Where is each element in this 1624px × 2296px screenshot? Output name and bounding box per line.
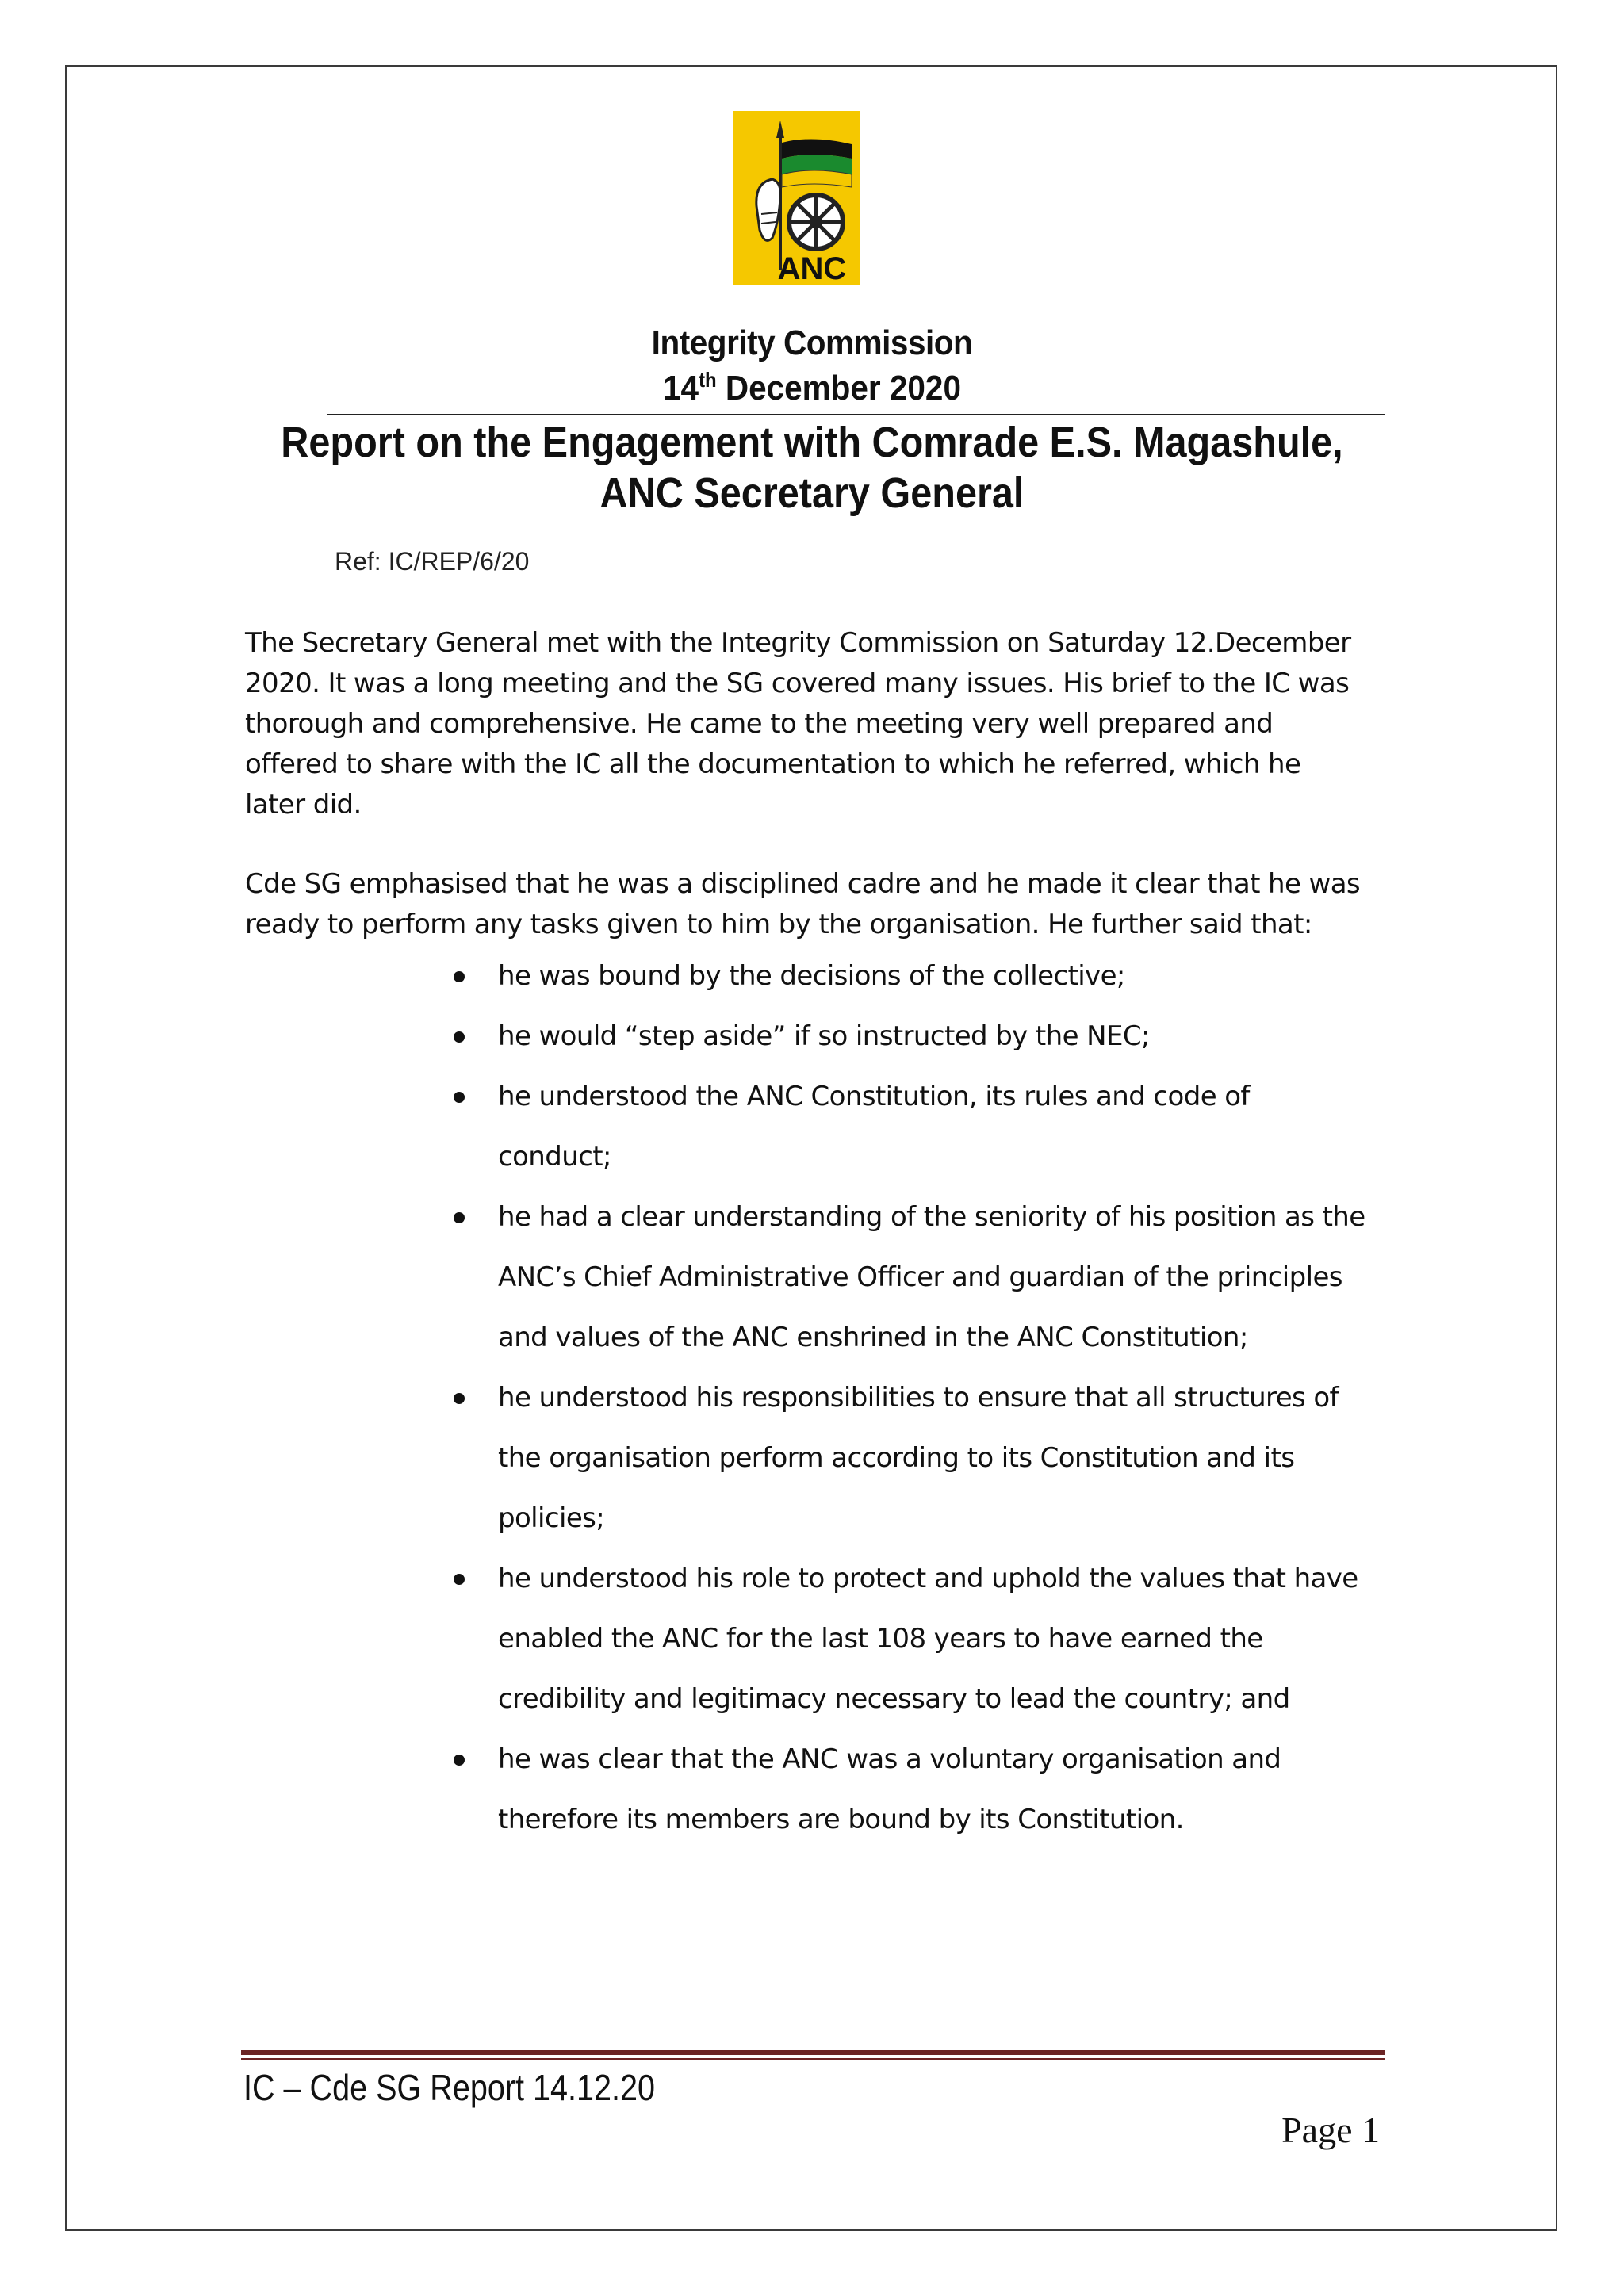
list-item-text: he was bound by the decisions of the collective; <box>498 960 1125 992</box>
bullet-icon <box>454 1574 465 1585</box>
list-item-text: enabled the ANC for the last 108 years to have earned the <box>498 1623 1263 1655</box>
list-item-text: he would “step aside” if so instructed by the NEC; <box>498 1020 1150 1052</box>
paragraph-line: offered to share with the IC all the documentation to which he referred, which he <box>245 748 1301 780</box>
paragraph-line: Cde SG emphasised that he was a disciplined cadre and he made it clear that he was <box>245 868 1361 900</box>
list-item <box>444 1066 1396 1187</box>
reference-number: Ref: IC/REP/6/20 <box>335 547 530 576</box>
date-suffix: th <box>699 368 717 392</box>
paragraph-line: ready to perform any tasks given to him by the organisation. He further said that: <box>245 909 1312 940</box>
report-title <box>81 417 1542 519</box>
date-day: 14 <box>663 369 699 408</box>
bullet-icon <box>454 1092 465 1103</box>
list-item <box>444 946 1396 1006</box>
report-title-line-2: ANC Secretary General <box>599 469 1025 517</box>
list-item <box>444 1368 1396 1548</box>
list-item <box>444 1548 1396 1729</box>
list-item-text: he had a clear understanding of the seniority of his position as the <box>498 1201 1365 1233</box>
list-item <box>444 1187 1396 1368</box>
title-divider <box>327 414 1385 415</box>
footer-divider-thin <box>241 2058 1385 2060</box>
paragraph-line: thorough and comprehensive. He came to the meeting very well prepared and <box>245 708 1274 740</box>
list-item <box>444 1006 1396 1066</box>
logo-text: ANC <box>777 251 847 285</box>
bullet-icon <box>454 971 465 982</box>
list-item-text: conduct; <box>498 1141 611 1173</box>
report-date <box>65 368 1559 408</box>
paragraph-line: The Secretary General met with the Integrity Commission on Saturday 12.December <box>245 627 1351 659</box>
bullet-icon <box>454 1755 465 1766</box>
organisation-title: Integrity Commission <box>651 323 973 362</box>
list-item-text: policies; <box>498 1502 605 1534</box>
list-item-text: the organisation perform according to its Constitution and its <box>498 1442 1295 1474</box>
list-item-text: he understood the ANC Constitution, its rules and code of <box>498 1081 1250 1112</box>
list-item-text: he understood his role to protect and uphold the values that have <box>498 1563 1358 1594</box>
bullet-icon <box>454 1212 465 1223</box>
footer-document-label: IC – Cde SG Report 14.12.20 <box>243 2067 655 2108</box>
list-item-text: he understood his responsibilities to ensure that all structures of <box>498 1382 1339 1414</box>
list-item-text: therefore its members are bound by its Constitution. <box>498 1804 1184 1835</box>
bullet-icon <box>454 1393 465 1404</box>
paragraph-line: 2020. It was a long meeting and the SG covered many issues. His brief to the IC was <box>245 668 1350 699</box>
footer-divider-thick <box>241 2050 1385 2055</box>
paragraph-line: later did. <box>245 789 362 821</box>
list-item-text: credibility and legitimacy necessary to lead the country; and <box>498 1683 1290 1715</box>
date-rest: December 2020 <box>716 369 961 408</box>
list-item-text: ANC’s Chief Administrative Officer and guardian of the principles <box>498 1261 1342 1293</box>
list-item-text: and values of the ANC enshrined in the ANC Constitution; <box>498 1322 1248 1353</box>
paragraph-1 <box>245 623 1387 825</box>
report-title-line-1: Report on the Engagement with Comrade E.S. Magashule, <box>281 419 1343 466</box>
bullet-icon <box>454 1031 465 1043</box>
commitments-list <box>444 946 1396 1850</box>
page-number: Page 1 <box>1281 2110 1380 2150</box>
list-item-text: he was clear that the ANC was a voluntary organisation and <box>498 1743 1281 1775</box>
list-item <box>444 1729 1396 1850</box>
anc-logo <box>733 111 860 285</box>
paragraph-2 <box>245 864 1387 945</box>
